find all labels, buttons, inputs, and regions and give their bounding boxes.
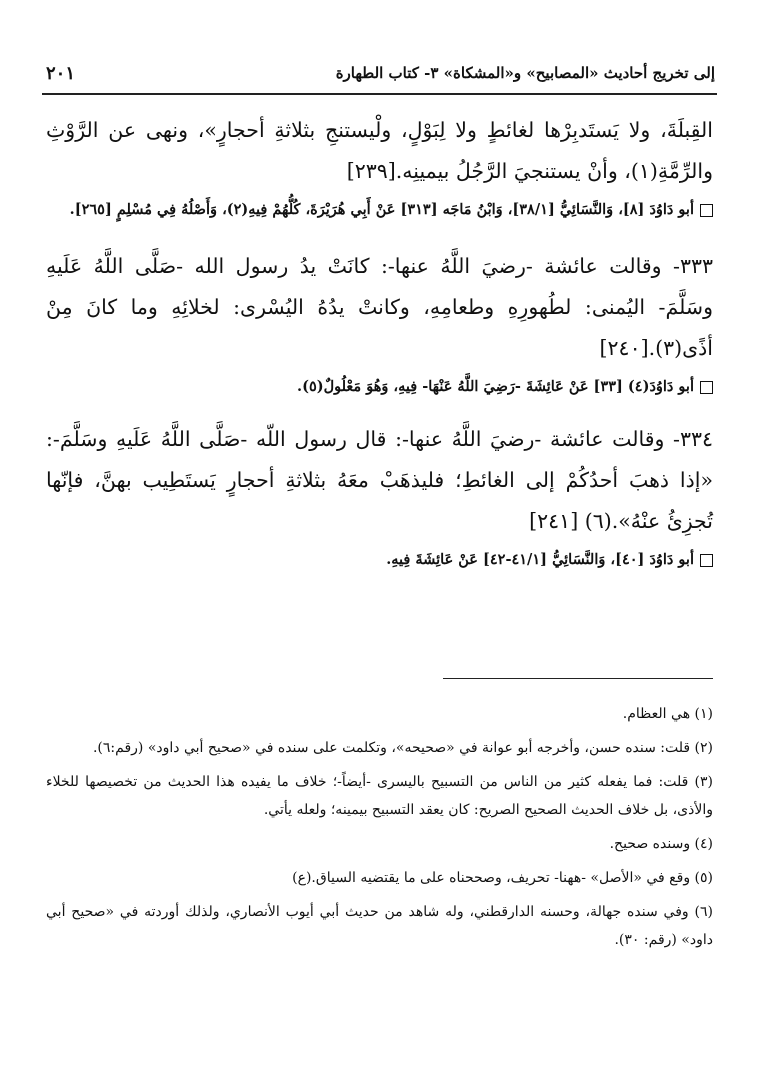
footnote: (٢) قلت: سنده حسن، وأخرجه أبو عوانة في «صحيحه»، وتكلمت على سنده في «صحيح أبي داود» (رقم:٦). <box>92 740 713 756</box>
footnote: (٦) وفي سنده جهالة، وحسنه الدارقطني، وله شاهد من حديث أبي أيوب الأنصاري، ولذلك أوردته في «صحيح أبي داود» (رقم: ٣٠). <box>46 904 713 948</box>
main-text <box>46 110 713 574</box>
spacer <box>46 401 713 419</box>
spacer <box>46 224 713 246</box>
footnote: (٤) وسنده صحيح. <box>609 836 713 852</box>
takhrij-text: أبو دَاوُدَ [٨]، وَالنَّسَائِيُّ [٣٨/١]، وَابْنُ مَاجَه [٣١٣] عَنْ أَبِي هُرَيْرَةَ، كُلُّهُمْ فِيهِ(٢)، وَأَصْلُهُ فِي مُسْلِمٍ [٢٦٥]. <box>69 201 694 218</box>
takhrij-text: أبو دَاوُدَ(٤) [٣٣] عَنْ عَائِشَةَ -رَضِيَ اللَّهُ عَنْهَا- فِيهِ، وَهُوَ مَعْلُولٌ(٥). <box>297 378 694 395</box>
square-bullet-icon <box>700 204 713 217</box>
takhrij-source <box>46 373 713 401</box>
running-title: إلى تخريج أحاديث «المصابيح» و«المشكاة» ٣- كتاب الطهارة <box>335 64 715 82</box>
takhrij-text: أبو دَاوُدَ [٤٠]، وَالنَّسَائِيُّ [٤١/١-٤٢] عَنْ عَائِشَةَ فِيهِ. <box>386 551 694 568</box>
hadith-text: ٣٣٣- وقالت عائشة -رضيَ اللَّهُ عنها-: كانَتْ يدُ رسول الله -صَلَّى اللَّهُ عَلَيهِ وسَلَّمَ- اليُمنى: لطُهورِهِ وطعامِهِ، وكانتْ يدُهُ اليُسْرى: لخلائِهِ وما كانَ مِنْ أذًى(٣).[٢٤٠] <box>46 254 713 360</box>
footnote: (٣) قلت: فما يفعله كثير من الناس من التسبيح باليسرى -أيضاً-؛ خلاف ما يفيده هذا الحديث من تخصيصها للخلاء والأذى، بل خلاف الحديث الصحيح الصريح: كان يعقد التسبيح بيمينه؛ ولعله يأتي. <box>46 774 713 818</box>
square-bullet-icon <box>700 381 713 394</box>
footnote: (٥) وقع في «الأصل» -ههنا- تحريف، وصححناه على ما يقتضيه السياق.(ع) <box>292 870 713 886</box>
square-bullet-icon <box>700 554 713 567</box>
takhrij-source <box>46 196 713 224</box>
footnotes <box>46 700 713 960</box>
hadith-text: القِبلَةَ، ولا يَستَدبِرْها لغائطٍ ولا لِبَوْلٍ، ولْيستنجِ بثلاثةِ أحجارٍ»، ونهى عن الرَّوْثِ والرِّمَّةِ(١)، وأنْ يستنجيَ الرَّجُلُ بيمينِه.[٢٣٩] <box>46 118 713 183</box>
header-rule <box>42 93 717 95</box>
footnote-rule <box>443 678 713 679</box>
page-number: ٢٠١ <box>46 62 76 84</box>
footnote: (١) هي العظام. <box>622 706 713 722</box>
page-header <box>46 58 715 88</box>
hadith-text: ٣٣٤- وقالت عائشة -رضيَ اللَّهُ عنها-: قال رسول اللّه -صَلَّى اللَّهُ عَلَيهِ وسَلَّمَ-: «إذا ذهبَ أحدُكُمْ إلى الغائطِ؛ فليذهَبْ معَهُ بثلاثةِ أحجارٍ يَستَطِيب بهنَّ، فإنّها تُجزِئُ عنْهُ».(٦) [٢٤١] <box>46 427 713 533</box>
takhrij-source <box>46 546 713 574</box>
